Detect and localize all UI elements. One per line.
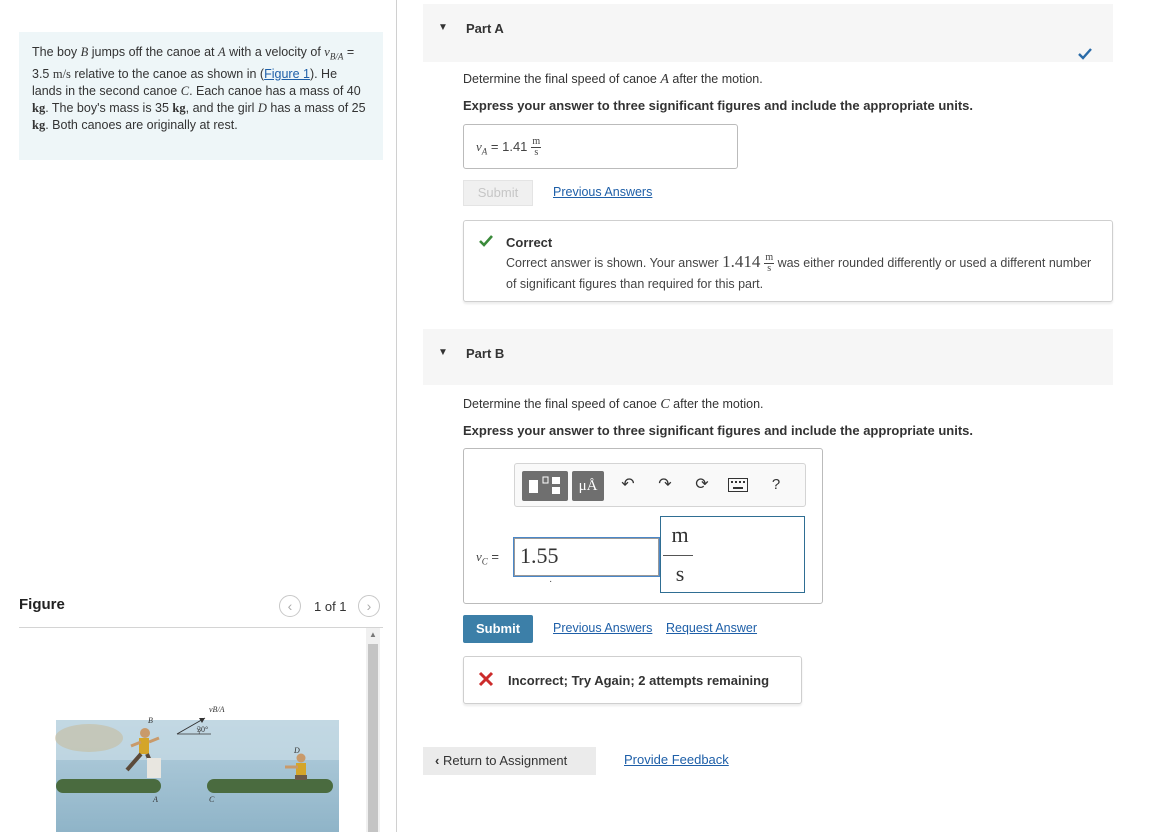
figure-title: Figure	[19, 596, 65, 613]
column-divider	[396, 0, 397, 832]
figure-link[interactable]: Figure 1	[264, 66, 310, 81]
canoe-a	[56, 779, 161, 793]
var-v-sub: B/A	[329, 51, 344, 62]
part-a-feedback	[463, 220, 1113, 302]
scroll-up-icon[interactable]: ▲	[369, 630, 377, 639]
label-d: D	[294, 746, 300, 755]
chevron-left-icon[interactable]: ‹	[279, 595, 301, 617]
part-a-submit-button[interactable]: Submit	[463, 180, 533, 206]
math-toolbar	[514, 463, 806, 507]
answer-unit	[531, 137, 541, 158]
part-a-answer-value: 1.41	[502, 138, 528, 154]
label-angle: 30°	[197, 725, 209, 734]
unit-numerator: m	[532, 136, 541, 147]
problem-text: has a mass of 25	[266, 100, 366, 115]
request-answer-link[interactable]: Request Answer	[666, 621, 758, 635]
canoe-c	[207, 779, 333, 793]
var-c: C	[660, 397, 670, 412]
cursor-dot: ·	[549, 576, 553, 587]
question-text: Determine the final speed of canoe	[463, 72, 661, 86]
var-d: D	[257, 100, 267, 115]
var-v: v	[324, 45, 330, 59]
unit-denominator: s	[534, 147, 539, 158]
question-text: after the motion.	[669, 397, 764, 411]
question-text: after the motion.	[668, 72, 763, 86]
var-v-sub: C	[481, 556, 488, 567]
chevron-right-icon[interactable]: ›	[358, 595, 380, 617]
problem-text: . Both canoes are originally at rest.	[45, 117, 238, 132]
keyboard-icon[interactable]	[727, 474, 749, 496]
figure-header	[19, 594, 383, 628]
var-b: B	[80, 45, 89, 59]
return-to-assignment-button[interactable]	[423, 747, 596, 775]
unit-ms: m/s	[52, 66, 71, 81]
problem-text: jumps off the canoe at	[88, 45, 218, 59]
help-button[interactable]: ?	[771, 476, 781, 493]
unit-denominator: s	[767, 263, 772, 275]
units-button[interactable]: μÅ	[572, 471, 604, 501]
templates-button[interactable]	[522, 471, 568, 501]
unit-kg: kg	[32, 117, 46, 132]
var-v: v	[476, 138, 482, 154]
scroll-thumb[interactable]	[368, 644, 378, 832]
problem-text: = 3.5	[32, 45, 355, 81]
label-velocity: vB/A	[209, 705, 225, 714]
unit-denominator: s	[675, 561, 685, 586]
problem-statement	[19, 32, 383, 160]
undo-icon[interactable]: ↶	[621, 476, 635, 493]
equals-sign: =	[487, 138, 503, 154]
part-a-answer-field	[463, 124, 738, 169]
redo-icon[interactable]: ↷	[658, 476, 672, 493]
problem-text: . Each canoe has a mass of 40	[189, 83, 361, 98]
correct-check-icon	[478, 233, 494, 249]
unit-kg: kg	[172, 100, 186, 115]
part-a-previous-answers-link[interactable]: Previous Answers	[553, 185, 653, 199]
problem-text: The boy	[32, 45, 81, 59]
part-b-answer-widget	[463, 448, 823, 604]
part-a-question	[463, 72, 763, 88]
problem-text: . The boy's mass is 35	[45, 100, 173, 115]
unit-numerator: m	[765, 252, 774, 264]
var-v-sub: A	[481, 146, 488, 157]
equals-sign: =	[487, 549, 500, 564]
part-b-title: Part B	[466, 346, 505, 361]
part-a-header[interactable]	[423, 4, 1113, 62]
feedback-text: Correct answer is shown. Your answer	[506, 256, 723, 270]
figure-counter: 1 of 1	[314, 599, 347, 614]
return-label: Return to Assignment	[442, 753, 568, 768]
part-b-header[interactable]	[423, 329, 1113, 385]
unit-kg: kg	[32, 100, 46, 115]
feedback-text: was either rounded differently or used a different number of significant figures than required for this part.	[506, 256, 1092, 292]
part-a-answer	[476, 137, 541, 158]
collapse-triangle-icon[interactable]: ▼	[438, 22, 448, 33]
canoe-illustration	[19, 628, 383, 832]
part-b-instruction: Express your answer to three significant figures and include the appropriate units.	[463, 423, 973, 438]
part-b-answer-label	[476, 549, 499, 567]
problem-text: ). He lands in the second canoe	[32, 66, 338, 98]
part-b-submit-button[interactable]: Submit	[463, 615, 533, 643]
problem-text: , and the girl	[185, 100, 258, 115]
part-b-value-input[interactable]: 1.55	[514, 538, 659, 576]
part-a-instruction: Express your answer to three significant figures and include the appropriate units.	[463, 98, 973, 113]
unit-numerator: m	[671, 522, 689, 547]
var-v: v	[476, 549, 482, 564]
part-a-title: Part A	[466, 21, 504, 36]
completed-check-icon	[1077, 46, 1093, 62]
feedback-title: Correct	[506, 235, 553, 250]
chevron-left-icon: ‹	[435, 753, 440, 768]
part-b-question	[463, 397, 764, 413]
part-b-feedback	[463, 656, 802, 704]
part-b-previous-answers-link[interactable]: Previous Answers	[553, 621, 653, 635]
collapse-triangle-icon[interactable]: ▼	[438, 347, 448, 358]
var-a: A	[660, 72, 669, 87]
question-text: Determine the final speed of canoe	[463, 397, 661, 411]
templates-icon	[522, 471, 568, 501]
part-b-unit-input[interactable]	[660, 516, 805, 593]
keyboard-glyph	[728, 478, 748, 492]
feedback-unit	[764, 253, 774, 274]
incorrect-message: Incorrect; Try Again; 2 attempts remaining	[508, 673, 770, 688]
feedback-message	[506, 252, 1096, 294]
fraction-bar	[663, 555, 693, 556]
problem-text: relative to the canoe as shown in (	[70, 66, 265, 81]
label-b: B	[148, 716, 153, 725]
var-a: A	[218, 45, 226, 59]
var-c: C	[180, 83, 190, 98]
feedback-value: 1.414	[722, 252, 761, 271]
label-c: C	[209, 795, 215, 804]
label-a: A	[153, 795, 158, 804]
provide-feedback-link[interactable]: Provide Feedback	[624, 752, 729, 767]
figure-image	[19, 628, 383, 832]
problem-text: with a velocity of	[225, 45, 325, 59]
incorrect-x-icon	[477, 670, 495, 688]
reset-icon[interactable]: ⟳	[695, 476, 709, 493]
